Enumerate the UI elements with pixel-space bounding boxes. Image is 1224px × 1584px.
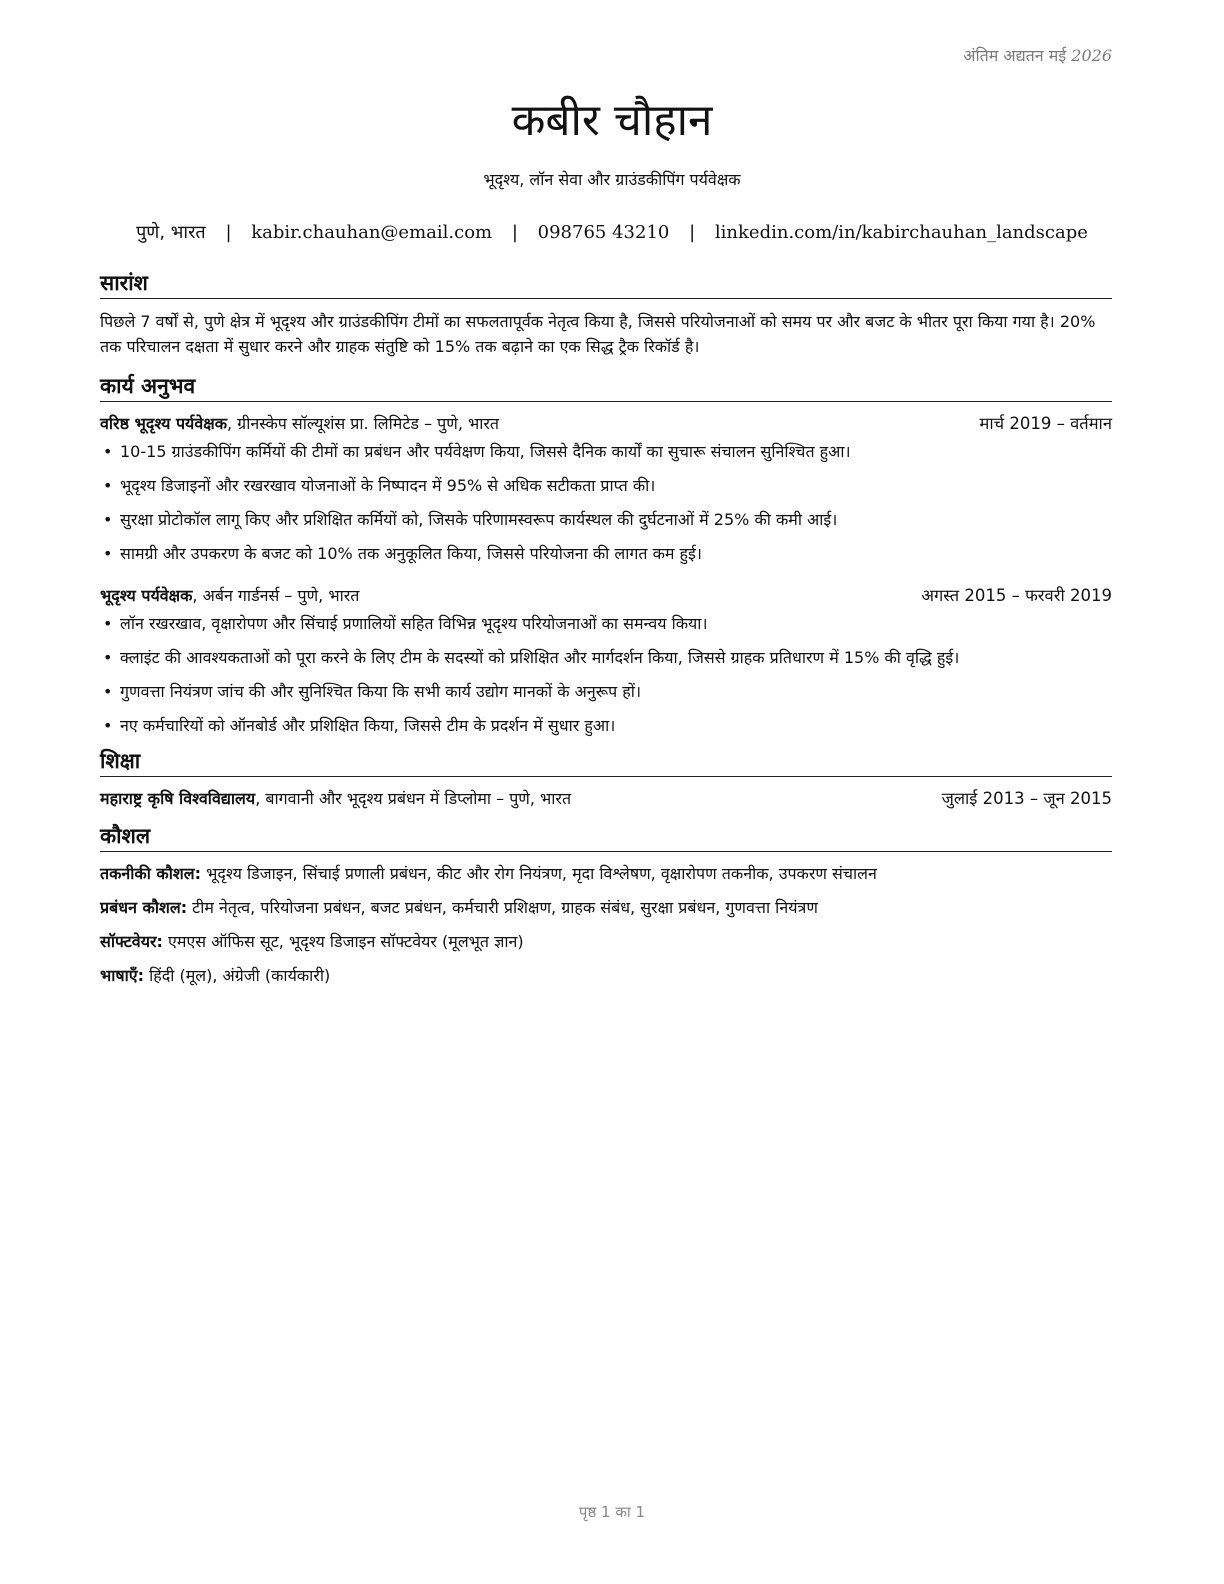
job-bullet: • सुरक्षा प्रोटोकॉल लागू किए और प्रशिक्षित कर्मियों को, जिसके परिणामस्वरूप कार्यस्थल की दुर्घटनाओं में 25% की कमी आई।: [100, 508, 1112, 532]
skill-line: [100, 930, 1112, 954]
skill-value: भूदृश्य डिजाइन, सिंचाई प्रणाली प्रबंधन, कीट और रोग नियंत्रण, मृदा विश्लेषण, वृक्षारोपण तकनीक, उपकरण संचालन: [201, 864, 877, 883]
skill-line: [100, 896, 1112, 920]
section-title-education: शिक्षा: [100, 748, 1112, 777]
page-number: पृष्ठ 1 का 1: [578, 1503, 646, 1521]
job-bullet: • सामग्री और उपकरण के बजट को 10% तक अनुकूलित किया, जिससे परियोजना की लागत कम हुई।: [100, 542, 1112, 566]
job-bullet: • क्लाइंट की आवश्यकताओं को पूरा करने के लिए टीम के सदस्यों को प्रशिक्षित और मार्गदर्शन किया, जिससे ग्राहक प्रतिधारण में 15% की वृद्धि हुई।: [100, 646, 1112, 670]
section-title-skills: कौशल: [100, 823, 1112, 852]
job-org: , अर्बन गार्डनर्स – पुणे, भारत: [192, 586, 360, 605]
job-bullet: • नए कर्मचारियों को ऑनबोर्ड और प्रशिक्षित किया, जिससे टीम के प्रदर्शन में सुधार हुआ।: [100, 714, 1112, 738]
skill-label: सॉफ्टवेयर:: [100, 932, 163, 951]
education-entry: [100, 787, 1112, 811]
summary-text: पिछले 7 वर्षों से, पुणे क्षेत्र में भूदृश्य और ग्राउंडकीपिंग टीमों का सफलतापूर्वक नेतृत्व किया है, जिससे परियोजनाओं को समय पर और बजट के भीतर पूरा किया गया है। 20% तक परिचालन दक्षता में सुधार करने और ग्राहक संतुष्टि को 15% तक बढ़ाने का एक सिद्ध ट्रैक रिकॉर्ड है।: [100, 312, 1096, 356]
skill-value: हिंदी (मूल), अंग्रेजी (कार्यकारी): [144, 966, 331, 985]
education-line: [100, 787, 571, 811]
job-title-line: [100, 412, 499, 436]
skill-label: तकनीकी कौशल:: [100, 864, 201, 883]
last-updated-label: अंतिम अद्यतन मई: [963, 46, 1067, 65]
skill-label: प्रबंधन कौशल:: [100, 898, 188, 917]
job-title-line: [100, 584, 359, 608]
skill-line: [100, 964, 1112, 988]
candidate-name: कबीर चौहान: [511, 95, 713, 146]
skill-value: टीम नेतृत्व, परियोजना प्रबंधन, बजट प्रबंधन, कर्मचारी प्रशिक्षण, ग्राहक संबंध, सुरक्षा प्रबंधन, गुणवत्ता नियंत्रण: [187, 898, 818, 917]
education-dates: जुलाई 2013 – जून 2015: [941, 789, 1112, 808]
education-institution: महाराष्ट्र कृषि विश्वविद्यालय: [100, 789, 256, 808]
job-header: [100, 412, 1112, 436]
contact-phone: 098765 43210: [537, 222, 670, 243]
skill-value: एमएस ऑफिस सूट, भूदृश्य डिजाइन सॉफ्टवेयर (मूलभूत ज्ञान): [162, 932, 524, 951]
contact-separator: |: [689, 222, 696, 243]
job-spacer: [100, 576, 1112, 584]
job-org: , ग्रीनस्केप सॉल्यूशंस प्रा. लिमिटेड – पुणे, भारत: [227, 414, 500, 433]
job-bullet: • 10-15 ग्राउंडकीपिंग कर्मियों की टीमों का प्रबंधन और पर्यवेक्षण किया, जिससे दैनिक कार्यों का सुचारू संचालन सुनिश्चित हुआ।: [100, 440, 1112, 464]
last-updated: [963, 44, 1112, 66]
job-bullet: • गुणवत्ता नियंत्रण जांच की और सुनिश्चित किया कि सभी कार्य उद्योग मानकों के अनुरूप हों।: [100, 680, 1112, 704]
job-role: भूदृश्य पर्यवेक्षक: [100, 586, 193, 605]
job-dates: अगस्त 2015 – फरवरी 2019: [921, 586, 1112, 605]
job-entry: [100, 412, 1112, 566]
skill-label: भाषाएँ:: [100, 966, 145, 985]
job-dates: मार्च 2019 – वर्तमान: [979, 414, 1112, 433]
contact-line: [0, 220, 1224, 244]
education-detail: , बागवानी और भूदृश्य प्रबंधन में डिप्लोमा – पुणे, भारत: [255, 789, 572, 808]
job-bullet: • भूदृश्य डिजाइनों और रखरखाव योजनाओं के निष्पादन में 95% से अधिक सटीकता प्राप्त की।: [100, 474, 1112, 498]
contact-email[interactable]: kabir.chauhan@email.com: [251, 222, 493, 243]
candidate-headline: भूदृश्य, लॉन सेवा और ग्राउंडकीपिंग पर्यवेक्षक: [483, 170, 741, 189]
job-header: [100, 584, 1112, 608]
job-bullets: [100, 612, 1112, 738]
contact-linkedin[interactable]: linkedin.com/in/kabirchauhan_landscape: [714, 222, 1088, 243]
contact-separator: |: [511, 222, 518, 243]
job-role: वरिष्ठ भूदृश्य पर्यवेक्षक: [100, 414, 227, 433]
section-title-experience: कार्य अनुभव: [100, 373, 1112, 402]
job-entry: [100, 584, 1112, 738]
resume-content: [100, 270, 1112, 998]
skill-line: [100, 862, 1112, 886]
section-title-summary: सारांश: [100, 270, 1112, 299]
job-bullets: [100, 440, 1112, 566]
contact-location: पुणे, भारत: [136, 222, 206, 243]
last-updated-year: 2026: [1071, 46, 1112, 65]
contact-separator: |: [225, 222, 232, 243]
job-bullet: • लॉन रखरखाव, वृक्षारोपण और सिंचाई प्रणालियों सहित विभिन्न भूदृश्य परियोजनाओं का समन्वय किया।: [100, 612, 1112, 636]
